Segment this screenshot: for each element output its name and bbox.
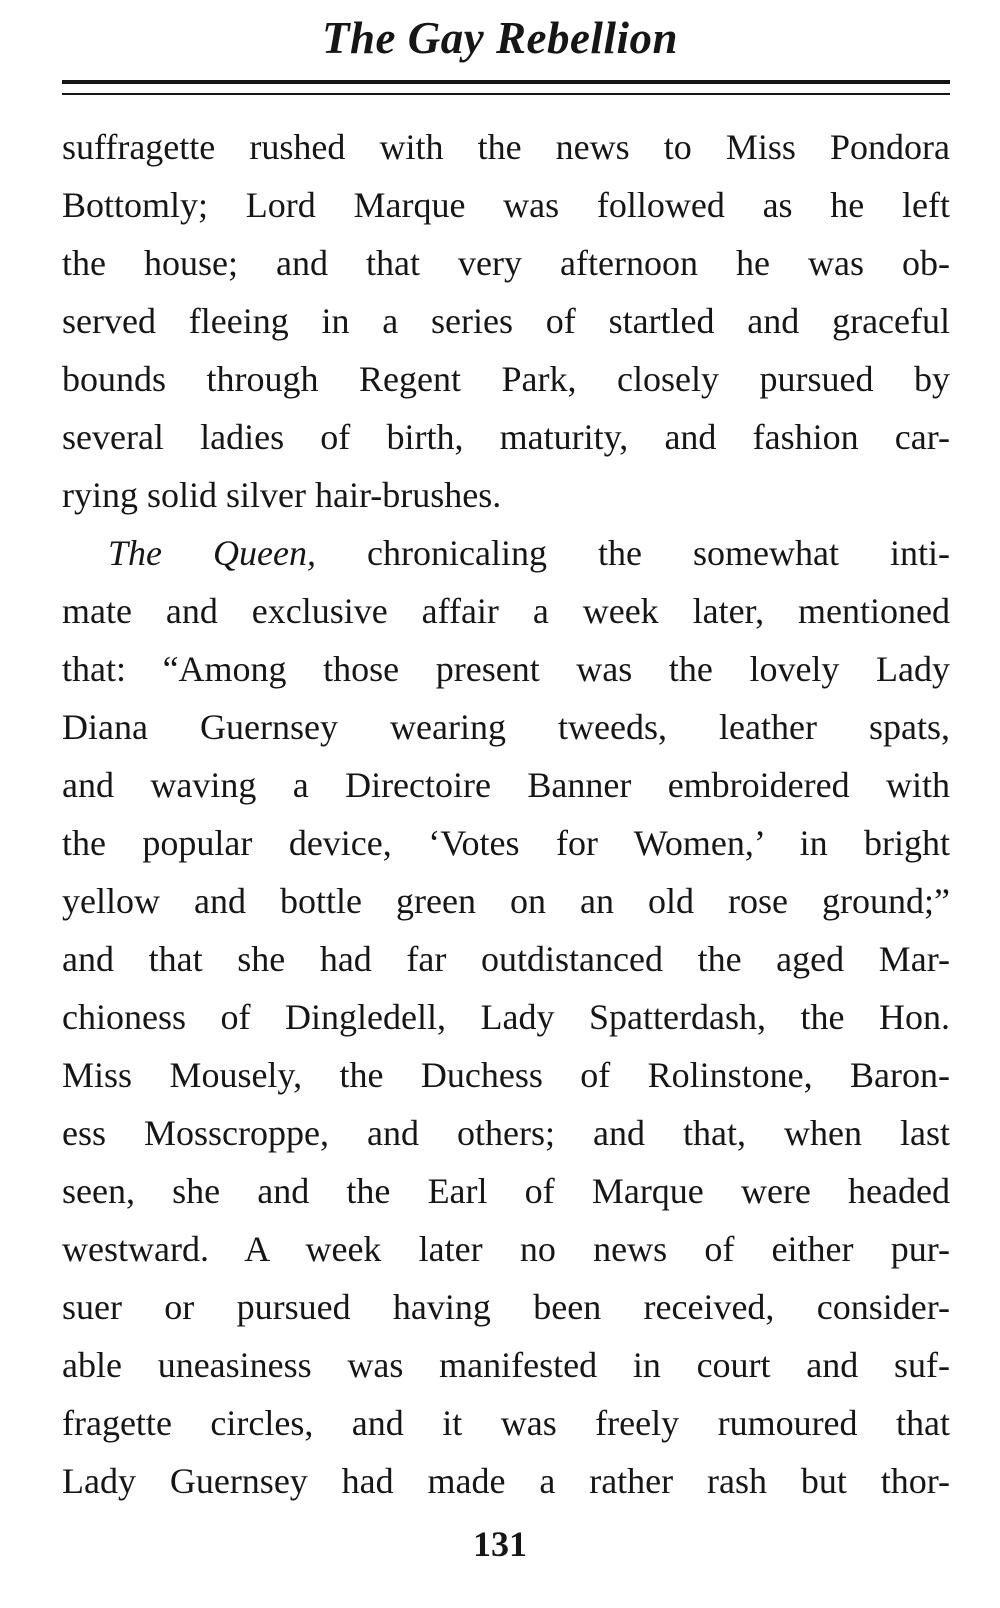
text-line: the popular device, ‘Votes for Women,’ in bright xyxy=(62,823,950,863)
text-line: served fleeing in a series of startled and graceful xyxy=(62,301,950,341)
text-line: westward. A week later no news of either pur- xyxy=(62,1229,950,1269)
publication-title: The Queen, xyxy=(108,533,316,573)
text-line: bounds through Regent Park, closely pursued by xyxy=(62,359,950,399)
paragraph-start-line xyxy=(62,524,950,582)
text-line: that: “Among those present was the lovely Lady xyxy=(62,649,950,689)
text-line: chioness of Dingledell, Lady Spatterdash, the Hon. xyxy=(62,997,950,1037)
body-text xyxy=(62,118,950,1510)
text-line: mate and exclusive affair a week later, mentioned xyxy=(62,591,950,631)
page-number: 131 xyxy=(473,1524,527,1564)
text-line: suffragette rushed with the news to Miss Pondora xyxy=(62,127,950,167)
text-line: ess Mosscroppe, and others; and that, when last xyxy=(62,1113,950,1153)
text-line: able uneasiness was manifested in court and suf- xyxy=(62,1345,950,1385)
text-line: yellow and bottle green on an old rose ground;” xyxy=(62,881,950,921)
text-line-rest: chronicaling the somewhat inti- xyxy=(316,533,950,573)
text-line: several ladies of birth, maturity, and fashion car- xyxy=(62,417,950,457)
text-line: rying solid silver hair-brushes. xyxy=(62,475,502,515)
text-line: seen, she and the Earl of Marque were headed xyxy=(62,1171,950,1211)
running-head: The Gay Rebellion xyxy=(322,13,678,63)
header-rule-thin xyxy=(62,93,950,95)
text-line: Diana Guernsey wearing tweeds, leather spats, xyxy=(62,707,950,747)
text-line: the house; and that very afternoon he was ob- xyxy=(62,243,950,283)
text-line: Lady Guernsey had made a rather rash but thor- xyxy=(62,1461,950,1501)
text-line: fragette circles, and it was freely rumoured that xyxy=(62,1403,950,1443)
text-line: Bottomly; Lord Marque was followed as he left xyxy=(62,185,950,225)
text-line: and that she had far outdistanced the aged Mar- xyxy=(62,939,950,979)
text-line: and waving a Directoire Banner embroidered with xyxy=(62,765,950,805)
text-line: suer or pursued having been received, consider- xyxy=(62,1287,950,1327)
text-line: Miss Mousely, the Duchess of Rolinstone, Baron- xyxy=(62,1055,950,1095)
header-rule-thick xyxy=(62,80,950,84)
